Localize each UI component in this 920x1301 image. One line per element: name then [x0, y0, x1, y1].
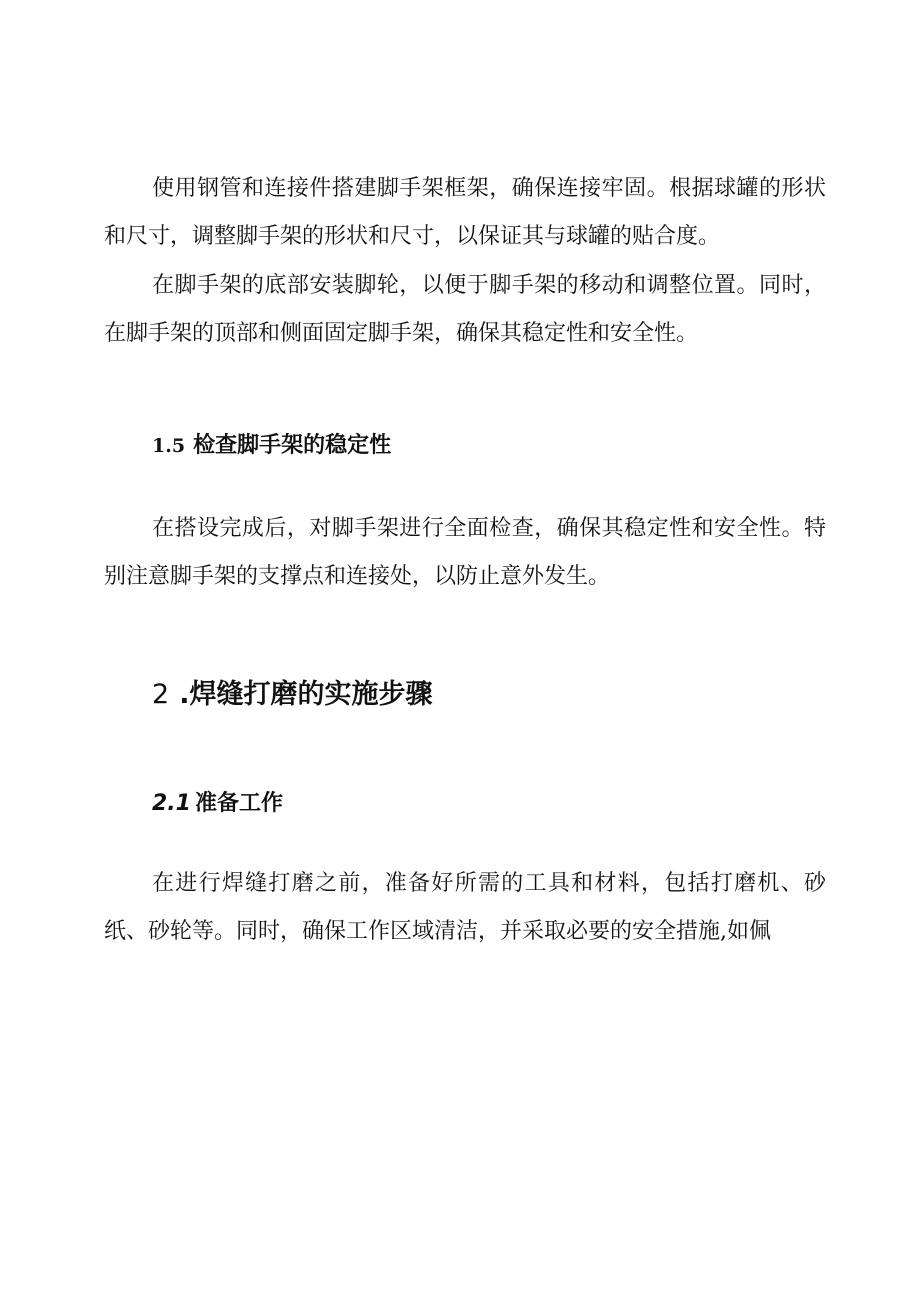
- heading-2-number: 2: [152, 679, 170, 710]
- heading-2: [152, 672, 432, 711]
- paragraph-scaffold-inspection: 在搭设完成后，对脚手架进行全面检查，确保其稳定性和安全性。特别注意脚手架的支撑点和连接处，以防止意外发生。: [104, 516, 826, 589]
- paragraph-preparation: 在进行焊缝打磨之前，准备好所需的工具和材料，包括打磨机、砂纸、砂轮等。同时，确保工作区域清洁，并采取必要的安全措施,如佩: [104, 871, 826, 944]
- heading-2-1-title: 准备工作: [194, 791, 283, 816]
- heading-2-1-number: 2.1: [152, 791, 191, 816]
- heading-1-5-title: 检查脚手架的稳定性: [193, 433, 392, 458]
- heading-2-title: .焊缝打磨的实施步骤: [179, 679, 433, 710]
- paragraph-scaffold-wheels: 在脚手架的底部安装脚轮，以便于脚手架的移动和调整位置。同时，在脚手架的顶部和侧面固定脚手架，确保其稳定性和安全性。: [104, 273, 826, 346]
- heading-1-5-number: 1.5: [152, 435, 186, 457]
- paragraph-scaffold-frame: 使用钢管和连接件搭建脚手架框架，确保连接牢固。根据球罐的形状和尺寸，调整脚手架的形状和尺寸，以保证其与球罐的贴合度。: [104, 176, 826, 249]
- heading-2-1: [152, 786, 283, 817]
- heading-1-5: [152, 428, 391, 459]
